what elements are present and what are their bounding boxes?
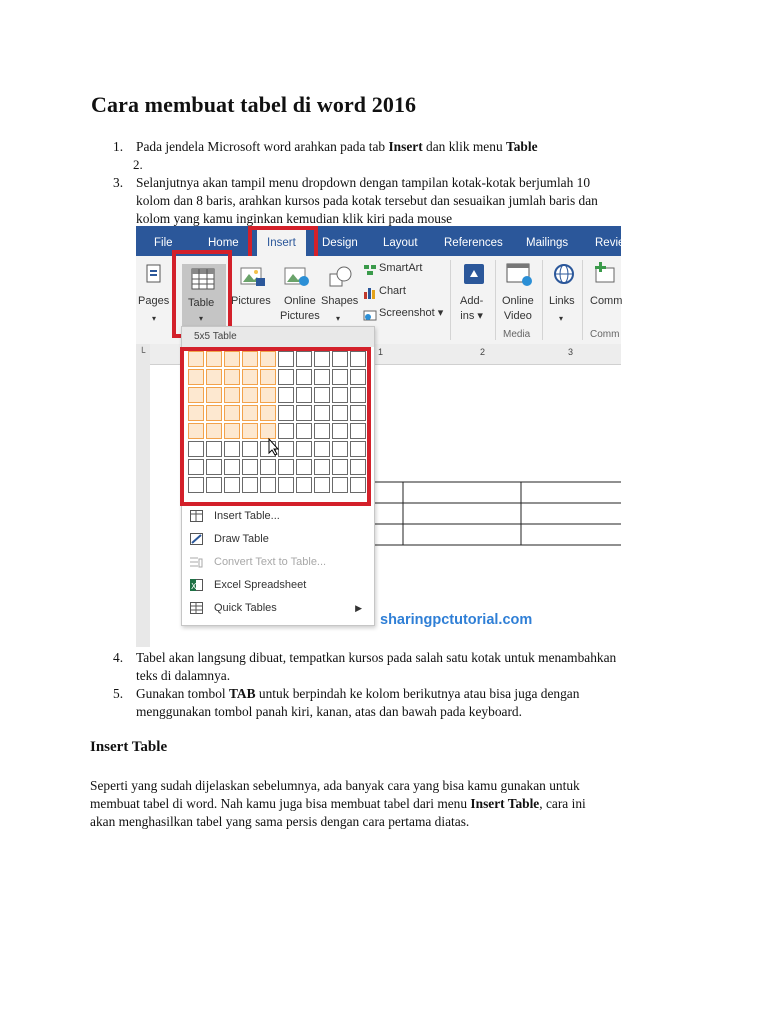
menu-item-label: Insert Table...	[214, 510, 280, 522]
menu-item-label: Draw Table	[214, 533, 269, 545]
menu-item-excel-spreadsheet[interactable]	[182, 574, 372, 596]
menu-item-quick-tables[interactable]	[182, 597, 372, 619]
text-run: membuat tabel di word. Nah kamu juga bisa membuat tabel dari menu	[90, 796, 471, 811]
online-pictures-label: Online	[283, 295, 316, 307]
bold-run: Insert Table	[470, 796, 540, 811]
ruler-mark: 1	[378, 347, 384, 357]
comment-icon	[594, 262, 618, 286]
links-button[interactable]	[549, 294, 575, 309]
table-button-highlight	[172, 250, 232, 338]
text-line: kolom dan 8 baris, arahkan kursos pada kotak tersebut dan sesuaikan jumlah baris dan	[136, 193, 598, 208]
text-line: kolom yang kamu inginkan kemudian klik kiri pada mouse	[136, 211, 453, 226]
chevron-down-icon: ▾	[199, 314, 204, 323]
group-separator	[582, 260, 583, 340]
group-label-comments: Comm	[590, 329, 620, 340]
submenu-arrow-icon: ▶	[355, 603, 362, 613]
screenshot-button[interactable]: Screenshot ▾	[379, 307, 444, 319]
menu-item-label: Excel Spreadsheet	[214, 579, 307, 591]
shapes-button[interactable]	[321, 294, 358, 309]
chevron-down-icon: ▾	[336, 314, 341, 323]
stray-list-number: 2.	[133, 157, 143, 172]
comment-button[interactable]	[590, 294, 622, 309]
menu-item-label: Convert Text to Table...	[214, 556, 327, 568]
addins-icon	[462, 262, 486, 286]
text-line	[136, 685, 676, 703]
comment-label: Comm	[590, 295, 623, 307]
tab-home[interactable]: Home	[208, 237, 239, 249]
screenshot-icon	[363, 308, 377, 321]
links-label: Links	[549, 295, 575, 307]
tab-mailings[interactable]: Mailings	[526, 237, 569, 249]
online-video-button[interactable]	[502, 294, 534, 324]
convert-text-icon	[190, 556, 203, 568]
body-paragraph	[90, 777, 668, 831]
pages-label: Pages	[138, 295, 170, 307]
online-pictures-icon	[284, 266, 310, 288]
grid-highlight	[180, 347, 371, 506]
list-number: 3.	[113, 175, 124, 190]
chart-button[interactable]	[379, 284, 406, 299]
addins-label: Add-	[460, 295, 484, 307]
svg-text:X: X	[191, 582, 197, 591]
tab-design[interactable]: Design	[322, 237, 358, 249]
online-video-label: Video	[503, 310, 532, 322]
smartart-label: SmartArt	[379, 262, 423, 274]
text-run: Gunakan tombol	[136, 686, 229, 701]
group-separator	[450, 260, 451, 340]
links-icon	[553, 263, 575, 285]
group-separator	[495, 260, 496, 340]
menu-item-insert-table[interactable]	[182, 505, 372, 527]
text-line: Tabel akan langsung dibuat, tempatkan kursos pada salah satu kotak untuk menambahkan	[136, 650, 617, 665]
addins-button[interactable]	[460, 294, 483, 324]
text-run: untuk berpindah ke kolom berikutnya atau bisa juga dengan	[255, 686, 580, 701]
list-number: 4.	[113, 650, 124, 665]
online-video-icon	[506, 263, 534, 287]
group-label-media: Media	[503, 329, 531, 340]
bold-run: Table	[506, 139, 538, 154]
watermark: sharingpctutorial.com	[380, 612, 533, 628]
tab-insert[interactable]: Insert	[257, 228, 306, 258]
list-text	[136, 649, 676, 685]
table-size-header: 5x5 Table	[182, 327, 374, 347]
chevron-down-icon: ▾	[559, 314, 564, 323]
text-line: akan menghasilkan tabel yang sama persis dengan cara pertama diatas.	[90, 814, 470, 829]
tab-references[interactable]: References	[444, 237, 503, 249]
text-run: Pada jendela Microsoft word arahkan pada tab	[136, 139, 389, 154]
excel-icon	[190, 579, 203, 591]
page-title: Cara membuat tabel di word 2016	[91, 92, 417, 117]
chart-icon	[363, 286, 377, 299]
text-run: , cara ini	[539, 796, 586, 811]
insert-table-icon	[190, 510, 203, 522]
pages-button[interactable]	[138, 294, 169, 309]
ruler-mark: 3	[568, 347, 574, 357]
text-line: menggunakan tombol panah kiri, kanan, atas dan bawah pada keyboard.	[136, 704, 522, 719]
list-text	[136, 685, 676, 721]
quick-tables-icon	[190, 602, 203, 614]
bold-run: Insert	[388, 139, 423, 154]
online-pictures-button[interactable]	[280, 294, 320, 324]
list-text	[136, 138, 676, 156]
mouse-cursor-icon	[268, 438, 280, 456]
text-line: teks di dalamnya.	[136, 668, 231, 683]
online-video-label: Online	[502, 295, 534, 307]
shapes-label: Shapes	[321, 295, 359, 307]
group-separator	[542, 260, 543, 340]
table-label: Table	[188, 297, 215, 309]
pictures-icon	[240, 266, 266, 288]
pictures-button[interactable]	[231, 294, 271, 309]
addins-label-2: ins	[460, 310, 475, 322]
menu-item-convert-text	[182, 551, 372, 573]
addins-label: ins ▾	[460, 310, 483, 322]
list-text	[136, 174, 676, 228]
tab-review[interactable]: Revie	[595, 237, 625, 249]
text-run: dan klik menu	[422, 139, 506, 154]
word-screenshot	[136, 226, 625, 647]
list-number: 5.	[113, 686, 124, 701]
tab-stop-icon[interactable]: └	[139, 347, 146, 357]
tab-layout[interactable]: Layout	[383, 237, 418, 249]
text-line: Selanjutnya akan tampil menu dropdown dengan tampilan kotak-kotak berjumlah 10	[136, 175, 591, 190]
text-line: Seperti yang sudah dijelaskan sebelumnya, ada banyak cara yang bisa kamu gunakan untuk	[90, 778, 580, 793]
chevron-down-icon: ▾	[152, 314, 157, 323]
bold-run: TAB	[228, 686, 256, 701]
pictures-label: Pictures	[231, 295, 271, 307]
screenshot-label: Screenshot	[379, 307, 435, 319]
shapes-icon	[328, 264, 354, 290]
smartart-button[interactable]	[379, 261, 422, 276]
inserted-table	[336, 481, 621, 551]
menu-item-draw-table[interactable]	[182, 528, 372, 550]
tab-file[interactable]: File	[154, 237, 173, 249]
text-line	[90, 795, 668, 813]
menu-item-label: Quick Tables	[214, 602, 277, 614]
online-pictures-label: Pictures	[280, 310, 320, 322]
chart-label: Chart	[379, 285, 406, 297]
ruler-mark: 2	[480, 347, 486, 357]
section-title: Insert Table	[90, 739, 168, 755]
pages-icon	[145, 264, 163, 284]
vertical-ruler	[136, 344, 150, 647]
list-number: 1.	[113, 139, 124, 154]
smartart-icon	[363, 263, 377, 276]
draw-table-icon	[190, 533, 203, 545]
